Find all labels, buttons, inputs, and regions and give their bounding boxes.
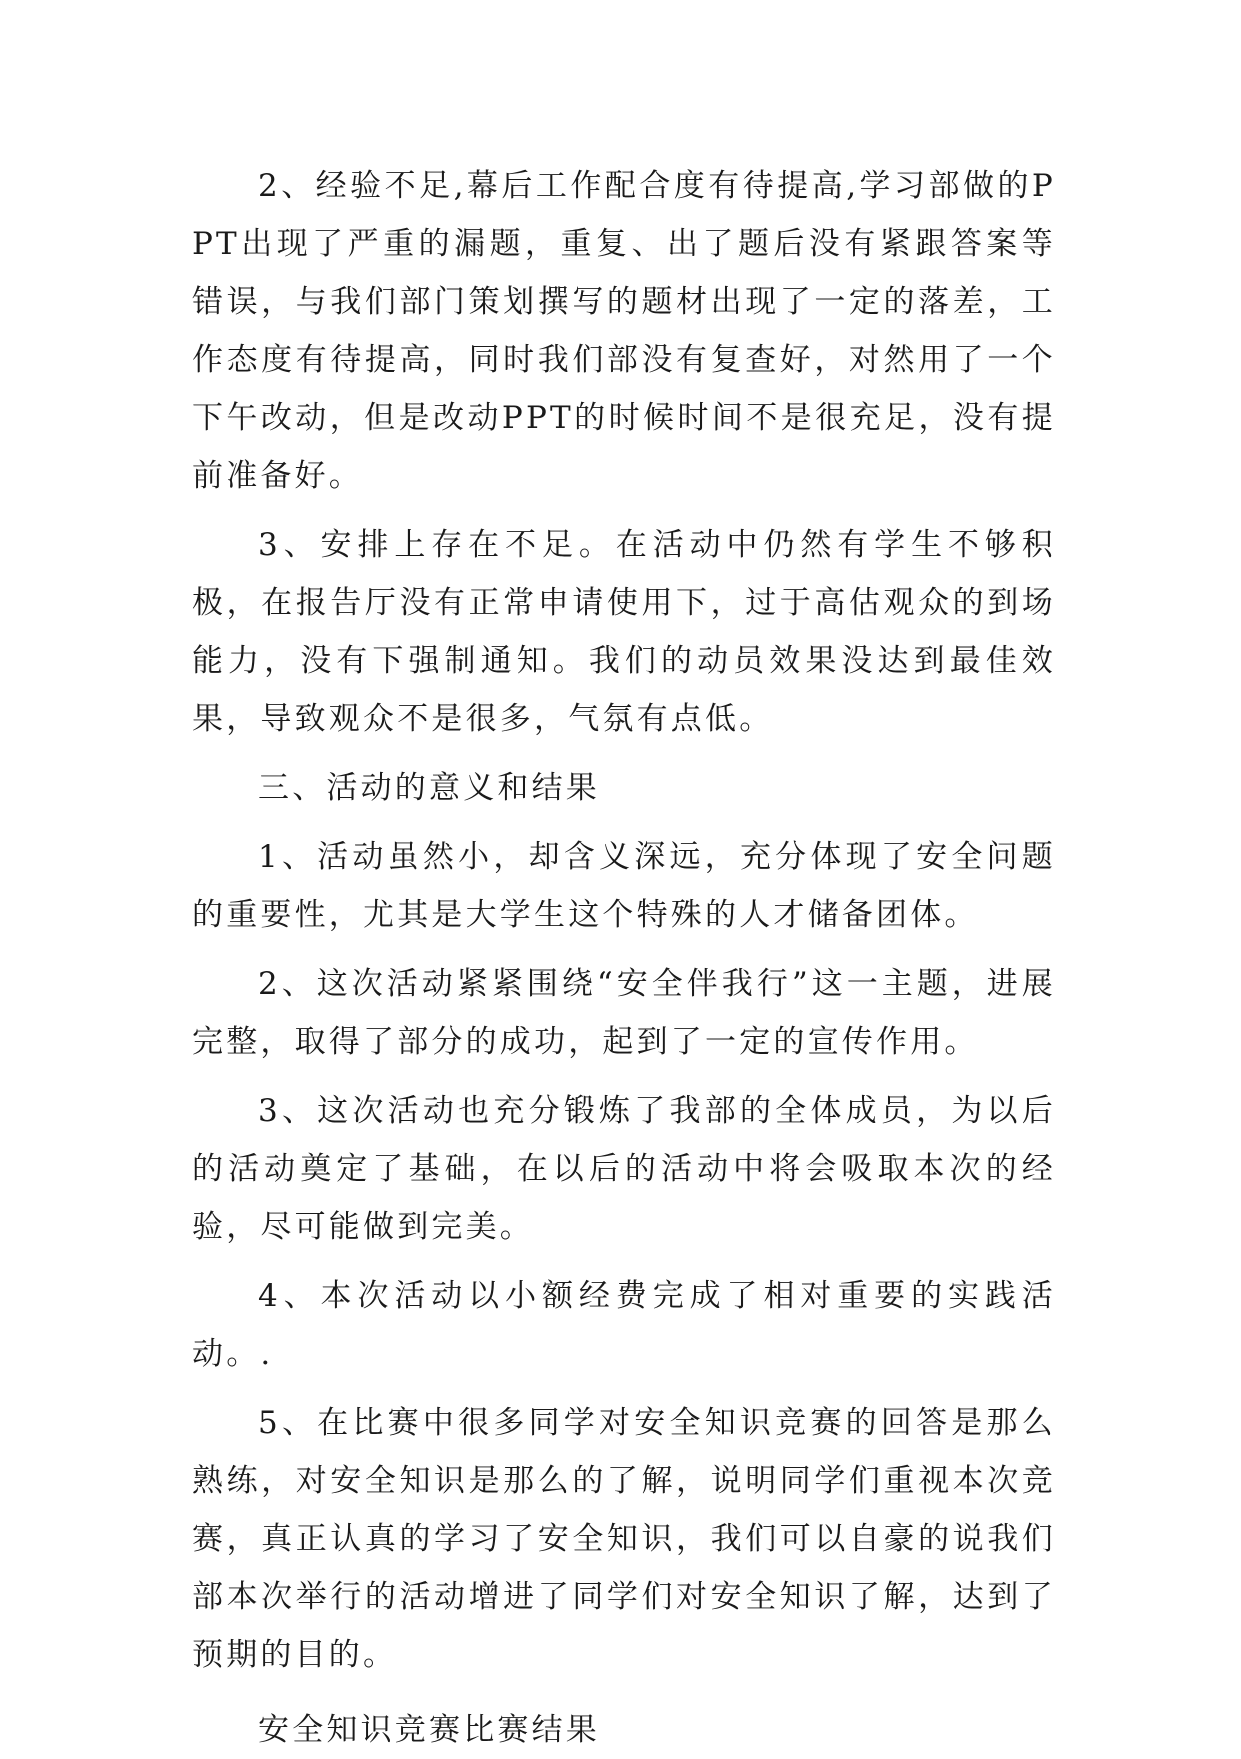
section-heading-significance: 三、活动的意义和结果 xyxy=(258,770,600,806)
paragraph-significance-2: 2、这次活动紧紧围绕“安全伴我行”这一主题，进展完整，取得了部分的成功，起到了一定的宣传作用。 xyxy=(192,966,1056,1060)
paragraph-significance-5: 5、在比赛中很多同学对安全知识竞赛的回答是那么熟练，对安全知识是那么的了解，说明同学们重视本次竞赛，真正认真的学习了安全知识，我们可以自豪的说我们部本次举行的活动增进了同学们对安全知识了解，达到了预期的目的。 xyxy=(192,1405,1056,1673)
paragraph-significance-1: 1、活动虽然小，却含义深远，充分体现了安全问题的重要性，尤其是大学生这个特殊的人才储备团体。 xyxy=(192,839,1056,933)
section-heading-results: 安全知识竞赛比赛结果 xyxy=(258,1712,600,1748)
paragraph-significance-3: 3、这次活动也充分锻炼了我部的全体成员，为以后的活动奠定了基础，在以后的活动中将会吸取本次的经验，尽可能做到完美。 xyxy=(192,1093,1056,1245)
paragraph-experience-shortfall: 2、经验不足,幕后工作配合度有待提高,学习部做的PPT出现了严重的漏题，重复、出了题后没有紧跟答案等错误，与我们部门策划撰写的题材出现了一定的落差，工作态度有待提高，同时我们部没有复查好，对然用了一个下午改动，但是改动PPT的时候时间不是很充足，没有提前准备好。 xyxy=(192,168,1056,494)
document-body xyxy=(192,157,1056,1759)
paragraph-significance-4: 4、本次活动以小额经费完成了相对重要的实践活动。. xyxy=(192,1278,1056,1372)
paragraph-arrangement-shortfall: 3、安排上存在不足。在活动中仍然有学生不够积极，在报告厅没有正常申请使用下，过于高估观众的到场能力，没有下强制通知。我们的动员效果没达到最佳效果，导致观众不是很多，气氛有点低。 xyxy=(192,527,1056,737)
